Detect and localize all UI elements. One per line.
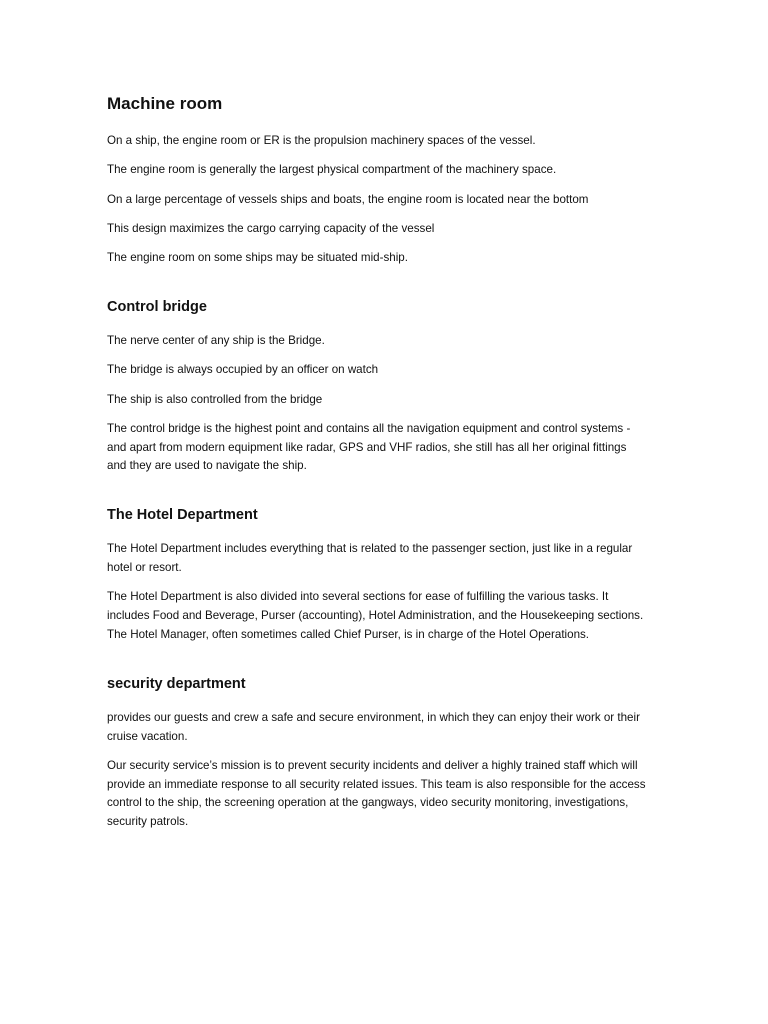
paragraph: On a large percentage of vessels ships and boats, the engine room is located near the bottom (107, 192, 589, 206)
paragraph: Our security service’s mission is to prevent security incidents and deliver a highly trained staff which will provide an immediate response to all security related issues. This team is also responsible for the access control to the ship, the screening operation at the gangways, video security monitoring, investigations, security patrols. (107, 758, 646, 829)
section-heading: Control bridge (107, 298, 207, 315)
paragraph: The bridge is always occupied by an officer on watch (107, 363, 379, 377)
paragraph: The Hotel Department is also divided into several sections for ease of fulfilling the various tasks. It includes Food and Beverage, Purser (accounting), Hotel Administration, and the Housekeeping sections. The Hotel Manager, often sometimes called Chief Purser, is in charge of the Hotel Operations. (107, 590, 644, 641)
paragraph: The ship is also controlled from the bridge (107, 392, 323, 406)
section-heading: security department (107, 675, 246, 692)
document-content (107, 90, 647, 832)
section-machine-room (107, 90, 647, 268)
section-hotel-department (107, 504, 647, 644)
section-control-bridge (107, 296, 647, 476)
section-heading: The Hotel Department (107, 507, 258, 524)
paragraph: On a ship, the engine room or ER is the propulsion machinery spaces of the vessel. (107, 134, 536, 147)
paragraph: The engine room on some ships may be situated mid-ship. (107, 251, 408, 265)
section-security-department (107, 673, 647, 832)
paragraph: provides our guests and crew a safe and secure environment, in which they can enjoy their work or their cruise vacation. (107, 710, 640, 743)
paragraph: The control bridge is the highest point and contains all the navigation equipment and control systems - and apart from modern equipment like radar, GPS and VHF radios, she still has all her original fittings and they are used to navigate the ship. (107, 421, 631, 473)
paragraph: The Hotel Department includes everything that is related to the passenger section, just like in a regular hotel or resort. (107, 542, 633, 575)
paragraph: The nerve center of any ship is the Bridge. (107, 333, 325, 347)
paragraph: This design maximizes the cargo carrying capacity of the vessel (107, 221, 435, 235)
section-heading: Machine room (107, 94, 223, 113)
paragraph: The engine room is generally the largest physical compartment of the machinery space. (107, 163, 557, 177)
